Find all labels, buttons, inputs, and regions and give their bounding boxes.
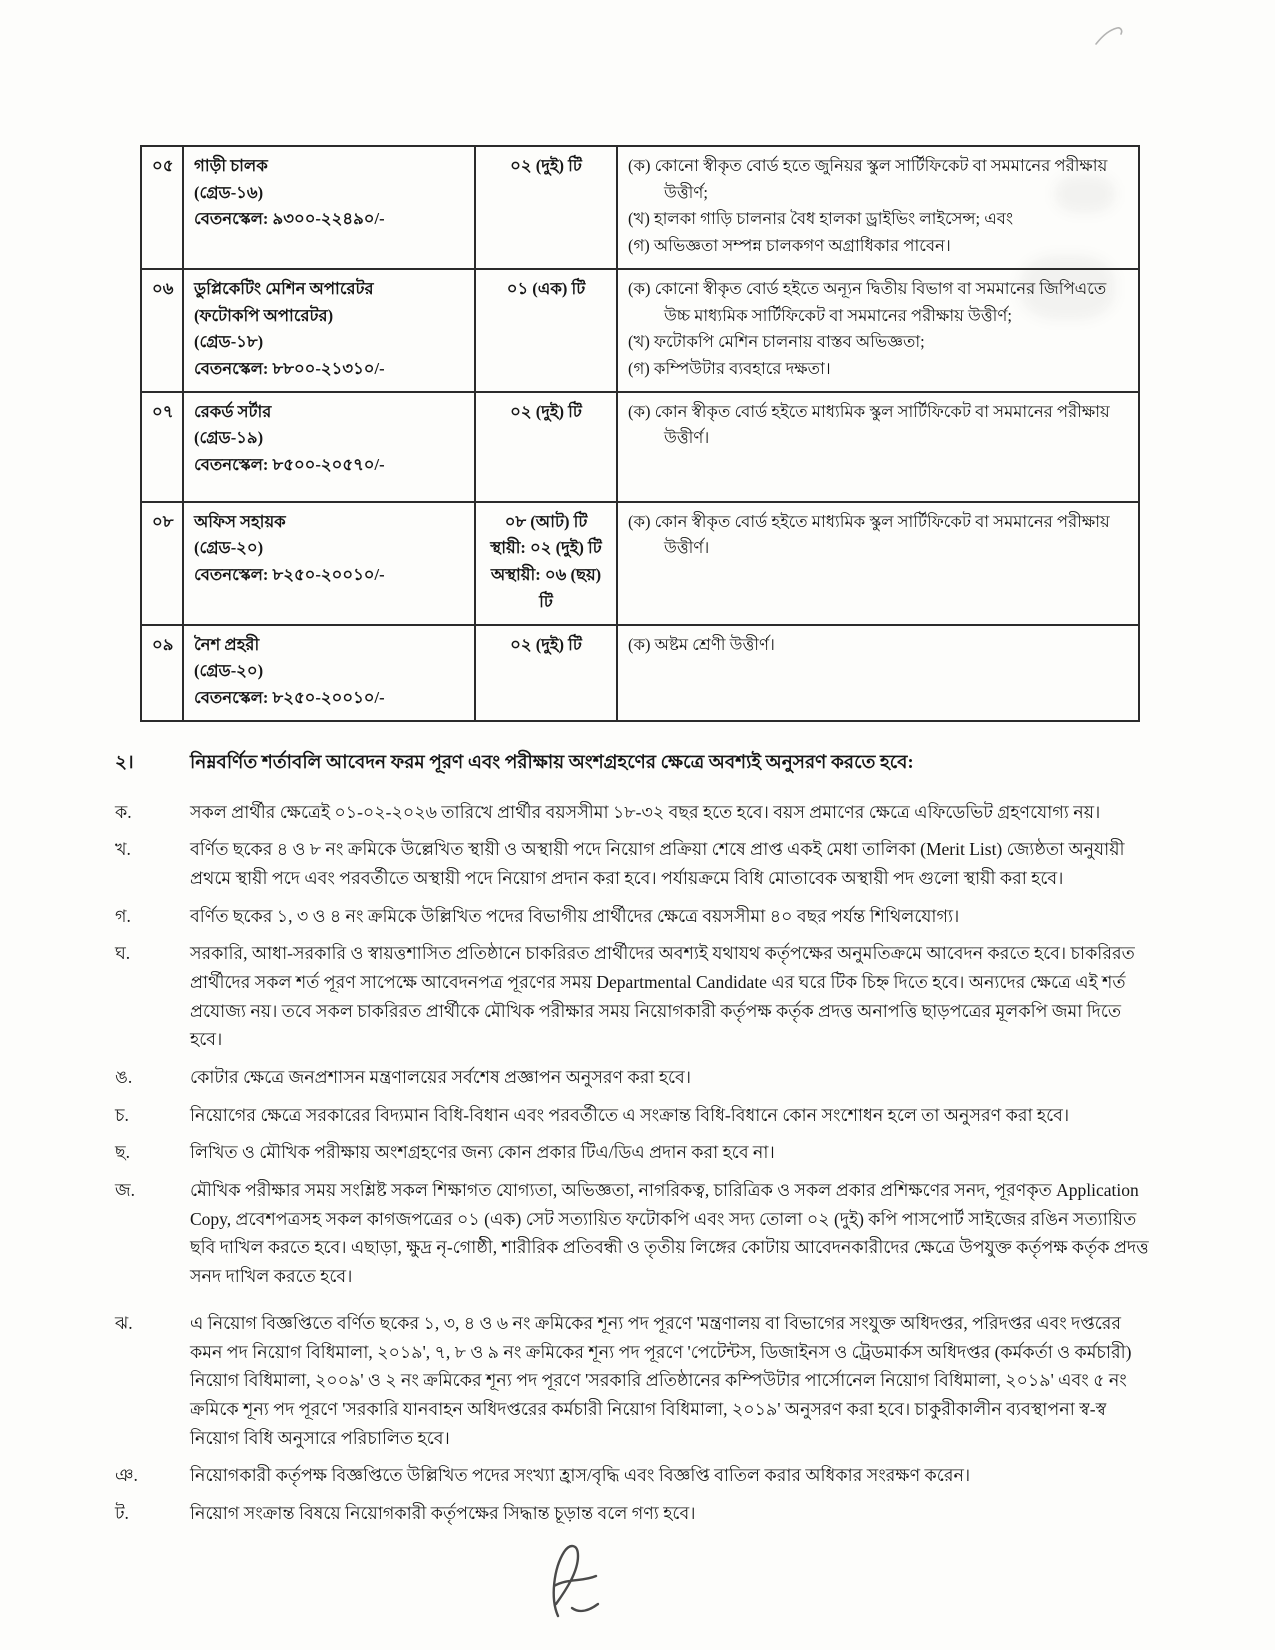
condition-text: মৌখিক পরীক্ষার সময় সংশ্লিষ্ট সকল শিক্ষাগত যোগ্যতা, অভিজ্ঞতা, নাগরিকত্ব, চারিত্রিক ও সকল প্রকার প্রশিক্ষণের সনদ, পূরণকৃত Application Copy, প্রবেশপত্রসহ সকল কাগজপত্রের ০১ (এক) সেট সত্যায়িত ফটোকপি এবং সদ্য তোলা ০২ (দুই) কপি পাসপোর্ট সাইজের রঙিন সত্যায়িত ছবি দাখিল করতে হবে। এছাড়া, ক্ষুদ্র নৃ-গোষ্ঠী, শারীরিক প্রতিবন্ধী ও তৃতীয় লিঙ্গের কোটায় আবেদনকারীদের ক্ষেত্রে উপযুক্ত কর্তৃপক্ষ কর্তৃক প্রদত্ত সনদ দাখিল করতে হবে।	[190, 1180, 1149, 1287]
count-cell	[475, 269, 617, 392]
qualification-line: (গ) অভিজ্ঞতা সম্পন্ন চালকগণ অগ্রাধিকার পাবেন।	[628, 236, 951, 256]
count-cell	[475, 502, 617, 625]
count-line: ০১ (এক) টি	[506, 278, 586, 298]
section-number: ২।	[115, 752, 134, 773]
position-cell	[183, 392, 475, 502]
condition-text: নিয়োগকারী কর্তৃপক্ষ বিজ্ঞপ্তিতে উল্লিখিত পদের সংখ্যা হ্রাস/বৃদ্ধি এবং বিজ্ঞপ্তি বাতিল করার অধিকার সংরক্ষণ করেন।	[190, 1465, 971, 1486]
position-line: (গ্রেড-১৬)	[194, 182, 264, 202]
condition-text: এ নিয়োগ বিজ্ঞপ্তিতে বর্ণিত ছকের ১, ৩, ৪ ও ৬ নং ক্রমিকের শূন্য পদ পূরণে 'মন্ত্রণালয় বা বিভাগের সংযুক্ত অধিদপ্তর, পরিদপ্তর এবং দপ্তরের কমন পদ নিয়োগ বিধিমালা, ২০১৯', ৭, ৮ ও ৯ নং ক্রমিকের শূন্য পদ পূরণে 'পেটেন্টস, ডিজাইনস ও ট্রেডমার্কস অধিদপ্তর (কর্মকর্তা ও কর্মচারী) নিয়োগ বিধিমালা, ২০০৯' ও ২ নং ক্রমিকের শূন্য পদ পূরণে 'সরকারি প্রতিষ্ঠানের কম্পিউটার পার্সোনেল নিয়োগ বিধিমালা, ২০১৯' এবং ৫ নং ক্রমিকে শূন্য পদ পূরণে 'সরকারি যানবাহন অধিদপ্তরের কর্মচারী নিয়োগ বিধিমালা, ২০১৯' অনুসরণ করা হবে। চাকুরীকালীন ব্যবস্থাপনা স্ব-স্ব নিয়োগ বিধি অনুসারে পরিচালিত হবে।	[190, 1312, 1132, 1448]
section-heading: নিম্নবর্ণিত শর্তাবলি আবেদন ফরম পূরণ এবং পরীক্ষায় অংশগ্রহণের ক্ষেত্রে অবশ্যই অনুসরণ করতে হবে:	[190, 752, 914, 773]
position-line: (ফটোকপি অপারেটর)	[194, 305, 334, 325]
position-cell	[183, 146, 475, 269]
qualification-cell	[617, 269, 1139, 392]
serial-cell	[141, 392, 183, 502]
conditions-section	[115, 750, 1150, 1528]
count-line: ০৮ (আট) টি	[504, 511, 588, 531]
condition-label: ঘ.	[115, 943, 131, 964]
count-line: ০২ (দুই) টি	[510, 401, 582, 421]
condition-text: সকল প্রার্থীর ক্ষেত্রেই ০১-০২-২০২৬ তারিখে প্রার্থীর বয়সসীমা ১৮-৩২ বছর হতে হবে। বয়স প্রমাণের ক্ষেত্রে এফিডেভিট গ্রহণযোগ্য নয়।	[190, 801, 1101, 822]
section-heading-row	[115, 750, 1150, 778]
condition-item	[115, 902, 1150, 931]
condition-item	[115, 1499, 1150, 1528]
position-line: বেতনস্কেল: ৮২৫০-২০০১০/-	[194, 565, 385, 585]
serial-number: ০৭	[152, 401, 174, 421]
qualification-line: (ক) কোনো স্বীকৃত বোর্ড হতে জুনিয়র স্কুল সার্টিফিকেট বা সমমানের পরীক্ষায় উত্তীর্ণ;	[628, 156, 1108, 202]
position-line: (গ্রেড-২০)	[194, 661, 264, 681]
qualification-line: (ক) কোন স্বীকৃত বোর্ড হইতে মাধ্যমিক স্কুল সার্টিফিকেট বা সমমানের পরীক্ষায় উত্তীর্ণ।	[628, 511, 1110, 558]
condition-label: ঝ.	[115, 1312, 133, 1333]
positions-table	[140, 145, 1140, 722]
count-line: স্থায়ী: ০২ (দুই) টি	[490, 538, 602, 558]
position-line: (গ্রেড-২০)	[194, 538, 264, 558]
document-content	[115, 145, 1150, 1537]
condition-item	[115, 1101, 1150, 1130]
position-line: নৈশ প্রহরী	[194, 634, 260, 654]
table-row	[141, 625, 1139, 721]
table-row	[141, 269, 1139, 392]
condition-item	[115, 798, 1150, 827]
condition-text: সরকারি, আধা-সরকারি ও স্বায়ত্তশাসিত প্রতিষ্ঠানে চাকরিরত প্রার্থীদের অবশ্যই যথাযথ কর্তৃপক্ষের অনুমতিক্রমে আবেদন করতে হবে। চাকরিরত প্রার্থীদের সকল শর্ত পূরণ সাপেক্ষে আবেদনপত্র পূরণের সময় Departmental Candidate এর ঘরে টিক চিহ্ন দিতে হবে। অন্যদের ক্ষেত্রে এই শর্ত প্রযোজ্য নয়। তবে সকল চাকরিরত প্রার্থীকে মৌখিক পরীক্ষার সময় নিয়োগকারী কর্তৃপক্ষ কর্তৃক প্রদত্ত অনাপত্তি ছাড়পত্রের মূলকপি জমা দিতে হবে।	[190, 943, 1135, 1050]
condition-text: বর্ণিত ছকের ১, ৩ ও ৪ নং ক্রমিকে উল্লিখিত পদের বিভাগীয় প্রার্থীদের ক্ষেত্রে বয়সসীমা ৪০ বছর পর্যন্ত শিথিলযোগ্য।	[190, 905, 960, 926]
position-line: গাড়ী চালক	[194, 156, 268, 175]
count-cell	[475, 392, 617, 502]
qualification-line: (খ) ফটোকপি মেশিন চালনায় বাস্তব অভিজ্ঞতা;	[628, 332, 925, 352]
pen-scribble-icon	[1090, 22, 1130, 52]
qualification-cell	[617, 392, 1139, 502]
serial-cell	[141, 502, 183, 625]
serial-number: ০৬	[152, 278, 174, 298]
position-cell	[183, 625, 475, 721]
serial-number: ০৮	[152, 511, 174, 531]
condition-text: নিয়োগের ক্ষেত্রে সরকারের বিদ্যমান বিধি-বিধান এবং পরবর্তীতে এ সংক্রান্ত বিধি-বিধানে কোন সংশোধন হলে তা অনুসরণ করা হবে।	[190, 1104, 1070, 1125]
condition-item	[115, 835, 1150, 892]
condition-item	[115, 1063, 1150, 1092]
condition-item	[115, 1461, 1150, 1490]
condition-label: গ.	[115, 905, 131, 926]
condition-text: কোটার ক্ষেত্রে জনপ্রশাসন মন্ত্রণালয়ের সর্বশেষ প্রজ্ঞাপন অনুসরণ করা হবে।	[190, 1067, 692, 1088]
condition-label: ছ.	[115, 1142, 130, 1163]
condition-label: ক.	[115, 801, 132, 822]
qualification-line: (খ) হালকা গাড়ি চালনার বৈধ হালকা ড্রাইভিং লাইসেন্স; এবং	[628, 209, 1014, 229]
condition-item	[115, 939, 1150, 1054]
qualification-line: (গ) কম্পিউটার ব্যবহারে দক্ষতা।	[628, 359, 831, 379]
condition-text: লিখিত ও মৌখিক পরীক্ষায় অংশগ্রহণের জন্য কোন প্রকার টিএ/ডিএ প্রদান করা হবে না।	[190, 1142, 775, 1163]
serial-cell	[141, 146, 183, 269]
position-line: রেকর্ড সর্টার	[194, 401, 272, 421]
count-line: ০২ (দুই) টি	[510, 156, 582, 175]
serial-cell	[141, 269, 183, 392]
condition-label: চ.	[115, 1104, 129, 1125]
qualification-line: (ক) কোনো স্বীকৃত বোর্ড হইতে অন্যূন দ্বিতীয় বিভাগ বা সমমানের জিপিএতে উচ্চ মাধ্যমিক সার্টিফিকেট বা সমমানের পরীক্ষায় উত্তীর্ণ;	[628, 278, 1107, 325]
position-line: অফিস সহায়ক	[194, 511, 286, 531]
qualification-cell	[617, 146, 1139, 269]
position-line: বেতনস্কেল: ৮২৫০-২০০১০/-	[194, 688, 385, 708]
position-line: বেতনস্কেল: ৮৮০০-২১৩১০/-	[194, 359, 385, 379]
condition-text: নিয়োগ সংক্রান্ত বিষয়ে নিয়োগকারী কর্তৃপক্ষের সিদ্ধান্ত চূড়ান্ত বলে গণ্য হবে।	[190, 1502, 696, 1523]
table-row	[141, 502, 1139, 625]
condition-label: জ.	[115, 1180, 136, 1201]
qualification-line: (ক) অষ্টম শ্রেণী উত্তীর্ণ।	[628, 634, 775, 654]
table-row	[141, 392, 1139, 502]
serial-number: ০৫	[152, 156, 174, 175]
position-line: ডুপ্লিকেটিং মেশিন অপারেটর	[194, 278, 374, 298]
signature-icon	[520, 1538, 630, 1633]
condition-item	[115, 1138, 1150, 1167]
position-cell	[183, 502, 475, 625]
condition-item	[115, 1309, 1150, 1452]
condition-label: ট.	[115, 1502, 129, 1523]
count-cell	[475, 625, 617, 721]
qualification-cell	[617, 502, 1139, 625]
serial-cell	[141, 625, 183, 721]
count-line: ০২ (দুই) টি	[510, 634, 582, 654]
condition-label: ঞ.	[115, 1465, 138, 1486]
serial-number: ০৯	[152, 634, 174, 654]
position-line: (গ্রেড-১৮)	[194, 332, 264, 352]
qualification-cell	[617, 625, 1139, 721]
condition-label: ঙ.	[115, 1067, 133, 1088]
position-line: বেতনস্কেল: ৯৩০০-২২৪৯০/-	[194, 209, 385, 229]
count-cell	[475, 146, 617, 269]
count-line: অস্থায়ী: ০৬ (ছয়) টি	[490, 565, 602, 611]
condition-text: বর্ণিত ছকের ৪ ও ৮ নং ক্রমিকে উল্লেখিত স্থায়ী ও অস্থায়ী পদে নিয়োগ প্রক্রিয়া শেষে প্রাপ্ত একই মেধা তালিকা (Merit List) জ্যেষ্ঠতা অনুযায়ী প্রথমে স্থায়ী পদে এবং পরবর্তীতে অস্থায়ী পদে নিয়োগ প্রদান করা হবে। পর্যায়ক্রমে বিধি মোতাবেক অস্থায়ী পদ গুলো স্থায়ী করা হবে।	[190, 839, 1125, 888]
position-cell	[183, 269, 475, 392]
position-line: বেতনস্কেল: ৮৫০০-২০৫৭০/-	[194, 455, 385, 475]
table-row	[141, 146, 1139, 269]
condition-item	[115, 1176, 1150, 1291]
condition-label: খ.	[115, 839, 131, 860]
position-line: (গ্রেড-১৯)	[194, 428, 264, 448]
qualification-line: (ক) কোন স্বীকৃত বোর্ড হইতে মাধ্যমিক স্কুল সার্টিফিকেট বা সমমানের পরীক্ষায় উত্তীর্ণ।	[628, 401, 1110, 448]
